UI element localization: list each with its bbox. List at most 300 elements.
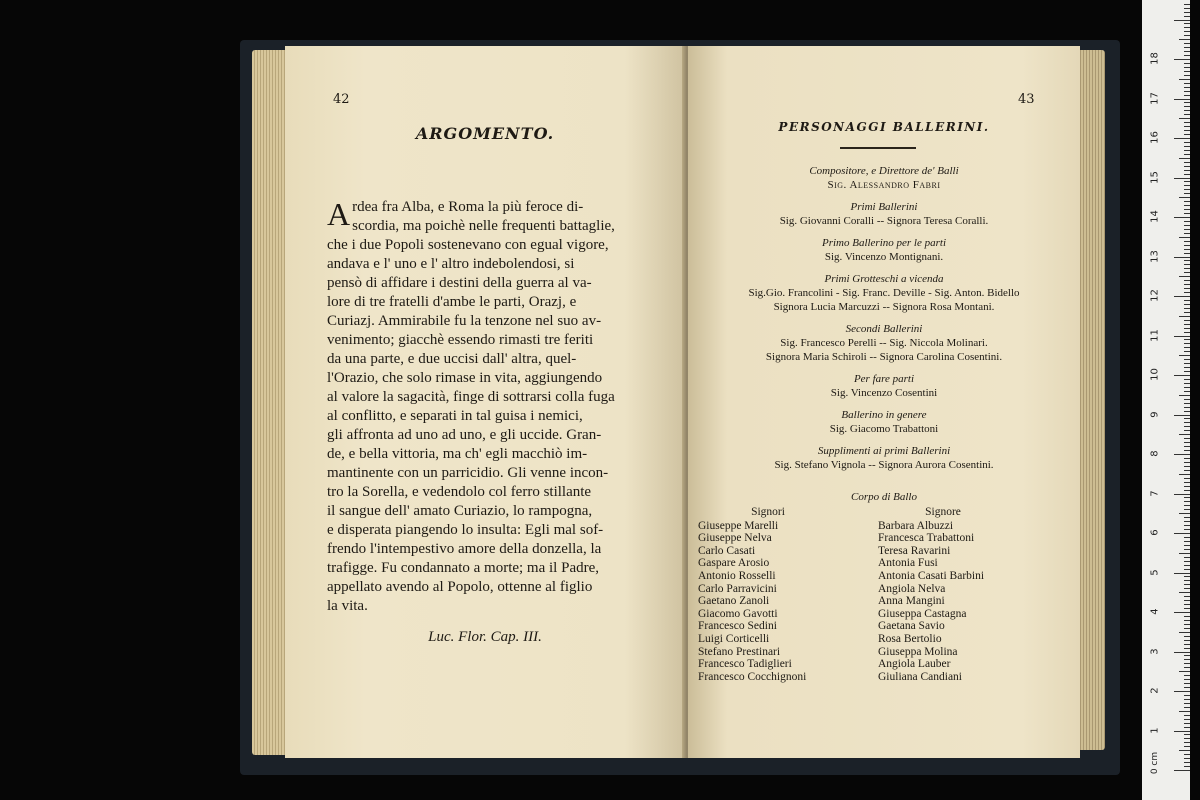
ruler-tick — [1184, 181, 1190, 182]
ruler-tick — [1184, 142, 1190, 143]
ruler-tick — [1184, 174, 1190, 175]
paragraph-line: al conflitto, e separati in tal guisa i nemici, — [327, 408, 583, 424]
ruler-tick — [1184, 146, 1190, 147]
ruler-number: 8 — [1149, 450, 1161, 457]
ruler-tick — [1184, 584, 1190, 585]
ruler-tick — [1184, 347, 1190, 348]
dancer-name: Giacomo Gavotti — [698, 607, 778, 620]
signore-column — [878, 506, 1058, 683]
ruler-tick — [1184, 67, 1190, 68]
ruler-tick — [1174, 257, 1190, 258]
ruler-number: 18 — [1149, 52, 1161, 65]
ruler-tick — [1184, 509, 1190, 510]
ruler-tick — [1184, 201, 1190, 202]
paragraph-line: da una parte, e due uccisi dall' altra, quel- — [327, 351, 577, 367]
role-block — [688, 236, 1080, 264]
title-rule — [840, 147, 916, 149]
dancer-name: Teresa Ravarini — [878, 544, 951, 557]
ruler-tick — [1184, 446, 1190, 447]
dancer-name: Francesco Sedini — [698, 620, 777, 633]
left-page — [285, 46, 685, 758]
ruler-tick — [1184, 549, 1190, 550]
ruler-tick — [1184, 707, 1190, 708]
ruler-number: 17 — [1149, 91, 1161, 105]
ruler-tick — [1179, 434, 1190, 435]
signori-list — [698, 520, 868, 684]
ruler-tick — [1174, 217, 1190, 218]
dancer-name: Giuseppe Nelva — [698, 532, 772, 545]
ruler-number: 1 — [1149, 726, 1161, 734]
ruler-tick — [1184, 505, 1190, 506]
ruler-tick — [1184, 738, 1190, 739]
dancer-name: Giuseppe Marelli — [698, 519, 779, 532]
paragraph-line: scordia, ma poichè nelle frequenti battaglie, — [352, 218, 615, 234]
ruler-tick — [1184, 675, 1190, 676]
dancer-name: Gaetana Savio — [878, 620, 945, 633]
drop-cap: A — [327, 196, 351, 232]
ruler-tick — [1184, 241, 1190, 242]
ruler-tick — [1184, 580, 1190, 581]
dancer-name: Anna Mangini — [878, 595, 945, 608]
ruler-tick — [1184, 462, 1190, 463]
ruler-tick — [1184, 71, 1190, 72]
source-citation: Luc. Flor. Cap. III. — [428, 629, 542, 645]
ruler-tick — [1184, 343, 1190, 344]
right-page — [688, 46, 1080, 758]
ruler-tick — [1184, 383, 1190, 384]
ruler-tick — [1184, 620, 1190, 621]
ruler-tick — [1184, 43, 1190, 44]
ruler-tick — [1184, 644, 1190, 645]
ruler-number: 11 — [1149, 328, 1161, 342]
ruler-tick — [1179, 750, 1190, 751]
ruler-tick — [1184, 229, 1190, 230]
ruler-tick — [1184, 12, 1190, 13]
role-block — [688, 408, 1080, 436]
ruler-tick — [1184, 616, 1190, 617]
ruler-tick — [1184, 655, 1190, 656]
ruler-tick — [1184, 284, 1190, 285]
role-title: Ballerino in genere — [841, 409, 927, 421]
ruler-tick — [1174, 138, 1190, 139]
dancer-name: Francesca Trabattoni — [878, 532, 975, 545]
ruler-tick — [1184, 51, 1190, 52]
paragraph-line: che i due Popoli sostenevano con egual vigore, — [327, 237, 609, 253]
ruler-tick — [1174, 573, 1190, 574]
ruler-tick — [1174, 612, 1190, 613]
ruler-number: 13 — [1149, 249, 1161, 263]
ruler-tick — [1184, 35, 1190, 36]
paragraph-line: trafigge. Fu condannato a morte; ma il Padre, — [327, 560, 599, 576]
ruler-number: 15 — [1149, 170, 1161, 184]
role-block — [688, 164, 1080, 192]
ruler-tick — [1184, 648, 1190, 649]
ruler-tick — [1184, 134, 1190, 135]
ruler-tick — [1179, 276, 1190, 277]
ruler-tick — [1184, 55, 1190, 56]
ruler-tick — [1184, 545, 1190, 546]
ruler-tick — [1184, 371, 1190, 372]
role-title: Supplimenti ai primi Ballerini — [817, 445, 951, 457]
ruler-tick — [1184, 703, 1190, 704]
dancer-name: Giuseppa Castagna — [878, 607, 967, 620]
ruler-tick — [1184, 636, 1190, 637]
dancer-name: Giuseppa Molina — [878, 645, 958, 658]
ruler-tick — [1184, 608, 1190, 609]
ruler-tick — [1184, 87, 1190, 88]
ruler-tick — [1179, 671, 1190, 672]
paragraph-line: pensò di affidare i destini della guerra al va- — [327, 275, 592, 291]
ruler-tick — [1184, 478, 1190, 479]
ruler-tick — [1184, 411, 1190, 412]
ruler-tick — [1184, 47, 1190, 48]
ruler-tick — [1184, 442, 1190, 443]
ruler-tick — [1184, 150, 1190, 151]
ruler-tick — [1174, 415, 1190, 416]
ruler-tick — [1184, 95, 1190, 96]
ruler-tick — [1179, 118, 1190, 119]
dancer-name: Francesco Tadiglieri — [698, 658, 792, 671]
ruler-tick — [1184, 486, 1190, 487]
ruler-tick — [1184, 106, 1190, 107]
ruler-tick — [1184, 292, 1190, 293]
ruler-tick — [1184, 280, 1190, 281]
ruler-tick — [1184, 742, 1190, 743]
ruler-number: 2 — [1149, 687, 1161, 694]
ruler-tick — [1184, 225, 1190, 226]
ruler-tick — [1184, 762, 1190, 763]
ruler-tick — [1184, 663, 1190, 664]
ruler-tick — [1184, 695, 1190, 696]
paragraph-line: venimento; giacchè essendo rimasti tre feriti — [327, 332, 594, 348]
paragraph-line: mantinente con un parricidio. Gli venne incon- — [327, 465, 609, 481]
ruler-tick — [1184, 288, 1190, 289]
ruler-tick — [1184, 83, 1190, 84]
role-title: Primo Ballerino per le parti — [821, 237, 947, 249]
ruler-tick — [1179, 592, 1190, 593]
ruler-tick — [1179, 513, 1190, 514]
ruler-tick — [1184, 162, 1190, 163]
ruler-tick — [1184, 185, 1190, 186]
ruler-tick — [1184, 308, 1190, 309]
paragraph-line: il sangue dell' amato Curiazio, lo rampogna, — [327, 503, 593, 519]
ruler-unit: 0 cm — [1150, 751, 1161, 775]
ruler-tick — [1184, 320, 1190, 321]
role-block — [688, 444, 1080, 472]
ruler-number: 9 — [1149, 410, 1161, 418]
ruler-tick — [1184, 557, 1190, 558]
performer-name: Sig. Alessandro Fabri — [827, 179, 941, 191]
paragraph-line: andava e l' uno e l' altro indebolendosi, si — [327, 256, 575, 272]
role-block — [688, 322, 1080, 364]
ruler-number: 7 — [1149, 489, 1161, 497]
ruler-number: 4 — [1149, 608, 1161, 615]
ruler-tick — [1184, 600, 1190, 601]
ruler-tick — [1179, 39, 1190, 40]
ruler-tick — [1184, 659, 1190, 660]
ruler-tick — [1184, 766, 1190, 767]
paragraph-line: frendo l'intempestivo amore della donzella, la — [327, 541, 602, 557]
ruler-tick — [1179, 632, 1190, 633]
personaggi-title: PERSONAGGI BALLERINI. — [778, 120, 990, 134]
ruler-tick — [1184, 430, 1190, 431]
ruler-tick — [1184, 541, 1190, 542]
role-block — [688, 200, 1080, 228]
ruler-tick — [1184, 245, 1190, 246]
ruler-tick — [1174, 336, 1190, 337]
paragraph-line: la vita. — [327, 598, 368, 614]
signori-column — [698, 506, 868, 683]
ruler-tick — [1184, 166, 1190, 167]
ruler-tick — [1184, 27, 1190, 28]
ruler-tick — [1174, 691, 1190, 692]
dancer-name: Antonio Rosselli — [698, 569, 776, 582]
paragraph — [327, 198, 679, 616]
ruler-tick — [1184, 114, 1190, 115]
ruler-tick — [1184, 426, 1190, 427]
ruler-tick — [1184, 126, 1190, 127]
performer-name: Sig. Francesco Perelli -- Sig. Niccola Molinari. — [780, 337, 988, 349]
ruler-tick — [1184, 332, 1190, 333]
ruler-tick — [1174, 296, 1190, 297]
ruler-tick — [1184, 746, 1190, 747]
ruler-tick — [1184, 438, 1190, 439]
ruler-tick — [1184, 110, 1190, 111]
ruler-tick — [1179, 316, 1190, 317]
signori-header: Signori — [751, 506, 785, 518]
ruler-tick — [1184, 403, 1190, 404]
dancer-name: Gaetano Zanoli — [698, 595, 770, 608]
performer-name: Signora Lucia Marcuzzi -- Signora Rosa Montani. — [773, 301, 995, 313]
dancer-name: Giuliana Candiani — [878, 670, 962, 683]
role-title: Primi Ballerini — [850, 201, 918, 213]
ruler-tick — [1184, 8, 1190, 9]
ruler-tick — [1184, 249, 1190, 250]
dancer-name: Antonia Fusi — [878, 557, 938, 570]
ruler-tick — [1179, 158, 1190, 159]
paragraph-line: l'Orazio, che solo rimase in vita, aggiungendo — [327, 370, 603, 386]
ruler-number: 12 — [1149, 289, 1161, 302]
ruler-tick — [1184, 640, 1190, 641]
ruler-tick — [1184, 304, 1190, 305]
paragraph-line: Curiazj. Ammirabile fu la tenzone nel suo av- — [327, 313, 602, 329]
ruler-number: 6 — [1149, 529, 1161, 536]
performer-name: Sig.Gio. Francolini - Sig. Franc. Deville - Sig. Anton. Bidello — [748, 287, 1020, 299]
paragraph-line: tro la Sorella, e vedendolo col ferro stillante — [327, 484, 592, 500]
ruler-tick — [1184, 450, 1190, 451]
ruler-tick — [1184, 470, 1190, 471]
ruler-tick — [1184, 205, 1190, 206]
ruler-tick — [1184, 154, 1190, 155]
ruler-tick — [1184, 604, 1190, 605]
paragraph-line: rdea fra Alba, e Roma la più feroce di- — [352, 199, 584, 215]
ruler-number: 16 — [1149, 131, 1161, 144]
ruler-tick — [1184, 387, 1190, 388]
ruler-tick — [1184, 569, 1190, 570]
ruler-tick — [1184, 565, 1190, 566]
performer-name: Sig. Stefano Vignola -- Signora Aurora Cosentini. — [774, 459, 994, 471]
ruler-tick — [1184, 122, 1190, 123]
ruler-tick — [1184, 359, 1190, 360]
ruler-tick — [1184, 466, 1190, 467]
ruler-tick — [1174, 454, 1190, 455]
corpo-di-ballo-title: Corpo di Ballo — [850, 491, 917, 503]
ruler-tick — [1184, 525, 1190, 526]
ruler-tick — [1179, 237, 1190, 238]
dancer-name: Stefano Prestinari — [698, 645, 781, 658]
ruler-tick — [1184, 624, 1190, 625]
role-title: Primi Grotteschi a vicenda — [824, 273, 944, 285]
ruler-tick — [1184, 4, 1190, 5]
performer-name: Sig. Vincenzo Cosentini — [830, 387, 938, 399]
paragraph-line: appellato avendo al Popolo, ottenne al figlio — [327, 579, 593, 595]
ruler-tick — [1184, 687, 1190, 688]
ruler-tick — [1174, 533, 1190, 534]
ruler-tick — [1184, 628, 1190, 629]
ruler-tick — [1179, 395, 1190, 396]
signore-list — [878, 520, 1058, 684]
performer-name: Sig. Giovanni Coralli -- Signora Teresa Coralli. — [779, 215, 989, 227]
ruler-tick — [1184, 758, 1190, 759]
ruler-tick — [1184, 719, 1190, 720]
dancer-name: Rosa Bertolio — [878, 632, 942, 645]
ruler-tick — [1179, 474, 1190, 475]
page-number-right: 43 — [1018, 92, 1035, 107]
ruler-tick — [1184, 233, 1190, 234]
ruler-tick — [1184, 339, 1190, 340]
ruler-tick — [1184, 63, 1190, 64]
dancer-name: Antonia Casati Barbini — [878, 569, 985, 582]
ruler-tick — [1184, 379, 1190, 380]
ruler-tick — [1184, 91, 1190, 92]
ruler-tick — [1184, 264, 1190, 265]
ruler-tick — [1184, 399, 1190, 400]
ruler-tick — [1184, 422, 1190, 423]
ruler-tick — [1184, 268, 1190, 269]
roles-list — [688, 164, 1080, 480]
measuring-ruler — [1142, 0, 1190, 800]
ruler-tick — [1184, 391, 1190, 392]
dancer-name: Carlo Casati — [698, 544, 756, 557]
ruler-tick — [1184, 458, 1190, 459]
ruler-tick — [1174, 99, 1190, 100]
ruler-tick — [1184, 209, 1190, 210]
ruler-tick — [1184, 189, 1190, 190]
ruler-number: 14 — [1149, 210, 1161, 223]
ruler-tick — [1184, 482, 1190, 483]
dancer-name: Angiola Lauber — [878, 658, 951, 671]
ruler-tick — [1179, 79, 1190, 80]
ruler-tick — [1184, 537, 1190, 538]
signore-header: Signore — [925, 506, 961, 518]
dancer-name: Francesco Cocchignoni — [698, 670, 807, 683]
argomento-text — [327, 198, 679, 616]
ruler-tick — [1184, 407, 1190, 408]
role-title: Per fare parti — [853, 373, 915, 385]
ruler-tick — [1184, 576, 1190, 577]
ruler-tick — [1184, 588, 1190, 589]
ruler-tick — [1184, 679, 1190, 680]
ruler-tick — [1184, 418, 1190, 419]
paragraph-line: e disperata piangendo lo insulta: Egli mal sof- — [327, 522, 604, 538]
performer-name: Sig. Vincenzo Montignani. — [824, 251, 944, 263]
role-title: Secondi Ballerini — [845, 323, 923, 335]
paragraph-line: al valore la sagacità, finge di sottrarsi colla fuga — [327, 389, 615, 405]
ruler-tick — [1184, 221, 1190, 222]
dancer-name: Angiola Nelva — [878, 582, 946, 595]
ruler-tick — [1174, 178, 1190, 179]
ruler-number: 5 — [1149, 568, 1161, 576]
performer-name: Sig. Giacomo Trabattoni — [829, 423, 939, 435]
dancer-name: Barbara Albuzzi — [878, 519, 954, 532]
ruler-tick — [1184, 324, 1190, 325]
role-block — [688, 272, 1080, 314]
ruler-tick — [1184, 253, 1190, 254]
ruler-tick — [1184, 130, 1190, 131]
ruler-tick — [1174, 375, 1190, 376]
ruler-tick — [1184, 75, 1190, 76]
ruler-tick — [1179, 197, 1190, 198]
ruler-tick — [1174, 494, 1190, 495]
ruler-tick — [1184, 272, 1190, 273]
ruler-tick — [1184, 351, 1190, 352]
ruler-tick — [1184, 497, 1190, 498]
ruler-tick — [1184, 715, 1190, 716]
ruler-tick — [1184, 529, 1190, 530]
ruler-tick — [1184, 727, 1190, 728]
ruler-tick — [1184, 213, 1190, 214]
ruler-tick — [1184, 23, 1190, 24]
ruler-tick — [1184, 754, 1190, 755]
ruler-tick — [1184, 31, 1190, 32]
ruler-tick — [1184, 16, 1190, 17]
ruler-tick — [1184, 683, 1190, 684]
ruler-tick — [1184, 699, 1190, 700]
ruler-tick — [1174, 770, 1190, 771]
ruler-tick — [1184, 723, 1190, 724]
ruler-tick — [1184, 170, 1190, 171]
ruler-tick — [1179, 355, 1190, 356]
ruler-tick — [1184, 521, 1190, 522]
ruler-tick — [1184, 312, 1190, 313]
ruler-tick — [1184, 363, 1190, 364]
role-title: Compositore, e Direttore de' Balli — [809, 165, 959, 177]
ruler-tick — [1184, 260, 1190, 261]
role-block — [688, 372, 1080, 400]
dancer-name: Gaspare Arosio — [698, 557, 770, 570]
ruler-tick — [1184, 367, 1190, 368]
dancer-name: Luigi Corticelli — [698, 632, 770, 645]
ruler-tick — [1184, 490, 1190, 491]
paragraph-line: gli affronta ad uno ad uno, e gli uccide. Gran- — [327, 427, 602, 443]
ruler-tick — [1174, 731, 1190, 732]
ruler-tick — [1174, 59, 1190, 60]
argomento-title: ARGOMENTO. — [415, 124, 555, 143]
ruler-number: 3 — [1149, 647, 1161, 655]
page-number-left: 42 — [333, 92, 350, 107]
dancer-name: Carlo Parravicini — [698, 582, 777, 595]
ruler-tick — [1184, 667, 1190, 668]
ruler-tick — [1179, 711, 1190, 712]
ruler-tick — [1184, 300, 1190, 301]
ruler-tick — [1184, 596, 1190, 597]
paragraph-line: de, e bella vittoria, ma ch' egli macchiò im- — [327, 446, 588, 462]
ruler-tick — [1184, 734, 1190, 735]
ruler-tick — [1179, 553, 1190, 554]
ruler-tick — [1184, 328, 1190, 329]
ruler-tick — [1184, 193, 1190, 194]
performer-name: Signora Maria Schiroli -- Signora Carolina Cosentini. — [765, 351, 1003, 363]
